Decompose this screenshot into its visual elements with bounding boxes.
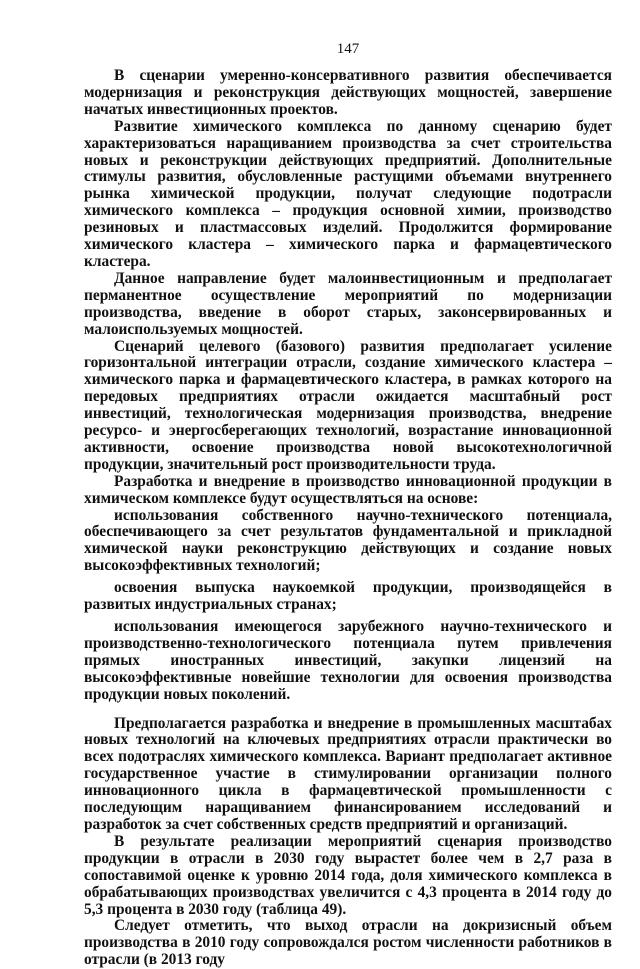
paragraph-chemical-complex-development: Развитие химического комплекса по данному сценарию будет характеризоваться наращиванием производства за счет строительства новых и реконструкции действующих предприятий. Дополнительные стимулы развития, обусловленные растущими объемами внутреннего рынка химической продукции, получат следующие подотрасли химического комплекса – продукция основной химии, производство резиновых и пластмассовых изделий. Продолжится формирование химического кластера – химического парка и фармацевтического кластера. <box>84 117 612 270</box>
page-number: 147 <box>336 41 360 57</box>
paragraph-production-growth: В результате реализации мероприятий сценария производство продукции в отрасли в 2030 году вырастет более чем в 2,7 раза в сопоставимой оценке к уровню 2014 года, доля химического комплекса в обрабатывающих производствах увеличится с 4,3 процента в 2014 году до 5,3 процента в 2030 году (таблица 49). <box>84 832 612 918</box>
paragraph-low-investment-direction: Данное направление будет малоинвестиционным и предполагает перманентное осуществление мероприятий по модернизации производства, введение в оборот старых, законсервированных и малоиспользуемых мощностей. <box>84 269 612 338</box>
paragraph-workforce-note: Следует отметить, что выход отрасли на докризисный объем производства в 2010 году сопровождался ростом численности работников в отрасли (в 2013 году <box>84 917 612 969</box>
paragraph-innovation-basis: Разработка и внедрение в производство инновационной продукции в химическом комплексе будут осуществляться на основе: <box>84 472 612 507</box>
list-item-own-potential: использования собственного научно-технического потенциала, обеспечивающего за счет результатов фундаментальной и прикладной химической науки реконструкцию действующих и создание новых высокоэффективных технологий; <box>84 506 612 575</box>
list-item-foreign-potential: использования имеющегося зарубежного научно-технического и производственно-технологического потенциала путем привлечения прямых иностранных инвестиций, закупки лицензий на высокоэффективные новейшие технологии для освоения производства продукции новых поколений. <box>84 618 612 703</box>
paragraph-industrial-technologies: Предполагается разработка и внедрение в промышленных масштабах новых технологий на ключевых предприятиях отрасли практически во всех подотраслях химического комплекса. Вариант предполагает активное государственное участие в стимулировании организации полного инновационного цикла в фармацевтической промышленности с последующим наращиванием финансированием исследований и разработок за счет собственных средств предприятий и организаций. <box>84 714 612 833</box>
paragraph-scenario-moderate: В сценарии умеренно-консервативного развития обеспечивается модернизация и реконструкция действующих мощностей, завершение начатых инвестиционных проектов. <box>84 67 612 118</box>
list-item-science-intensive-products: освоения выпуска наукоемкой продукции, производящейся в развитых индустриальных странах; <box>84 579 612 614</box>
paragraph-target-scenario: Сценарий целевого (базового) развития предполагает усиление горизонтальной интеграции отрасли, создание химического кластера – химического парка и фармацевтического кластера, в рамках которого на передовых предприятиях отрасли ожидается масштабный рост инвестиций, технологическая модернизация производства, внедрение ресурсо- и энергосберегающих технологий, возрастание инновационной активности, освоение производства новой высокотехнологичной продукции, значительный рост производительности труда. <box>84 337 612 473</box>
